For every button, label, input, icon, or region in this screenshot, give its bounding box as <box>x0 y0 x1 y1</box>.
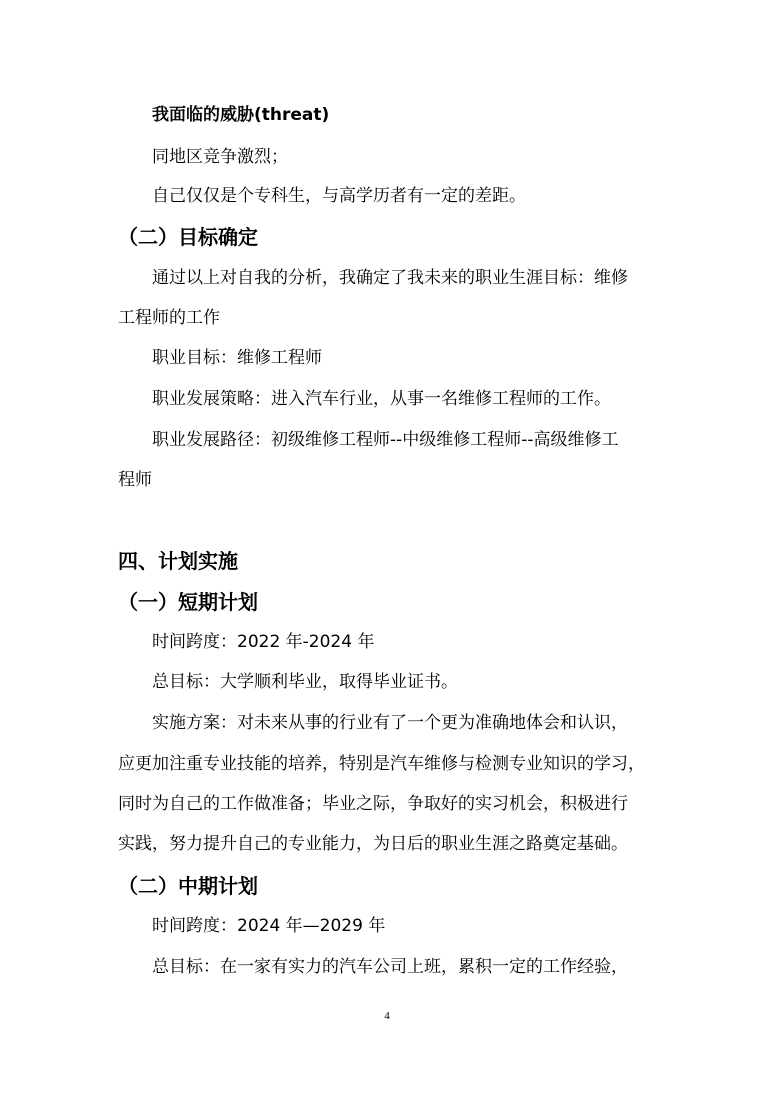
goal-intro-line: 通过以上对自我的分析，我确定了我未来的职业生涯目标：维修 <box>152 268 628 288</box>
career-path-line: 程师 <box>118 470 152 490</box>
plan-heading: 四、计划实施 <box>118 549 238 573</box>
short-term-plan-line: 应更加注重专业技能的培养，特别是汽车维修与检测专业知识的学习， <box>118 754 645 774</box>
mid-term-heading: （二）中期计划 <box>118 874 258 898</box>
short-term-plan-line: 实践，努力提升自己的专业能力，为日后的职业生涯之路奠定基础。 <box>118 834 628 854</box>
short-term-goal: 总目标：大学顺利毕业，取得毕业证书。 <box>152 672 458 692</box>
short-term-timespan: 时间跨度：2022 年-2024 年 <box>152 632 375 652</box>
threat-item: 自己仅仅是个专科生，与高学历者有一定的差距。 <box>152 186 526 206</box>
page-number: 4 <box>384 1010 390 1022</box>
threat-item: 同地区竞争激烈； <box>152 147 288 167</box>
career-path-line: 职业发展路径：初级维修工程师--中级维修工程师--高级维修工 <box>152 430 619 450</box>
career-goal-text: 职业目标：维修工程师 <box>152 348 322 368</box>
threat-heading: 我面临的威胁(threat) <box>152 105 330 125</box>
goal-heading: （二）目标确定 <box>118 225 258 249</box>
goal-intro-line: 工程师的工作 <box>118 308 220 328</box>
short-term-heading: （一）短期计划 <box>118 590 258 614</box>
short-term-plan-line: 实施方案：对未来从事的行业有了一个更为准确地体会和认识， <box>152 713 628 733</box>
mid-term-goal: 总目标：在一家有实力的汽车公司上班，累积一定的工作经验， <box>152 957 628 977</box>
career-strategy-text: 职业发展策略：进入汽车行业，从事一名维修工程师的工作。 <box>152 389 611 409</box>
mid-term-timespan: 时间跨度：2024 年—2029 年 <box>152 916 386 936</box>
short-term-plan-line: 同时为自己的工作做准备；毕业之际，争取好的实习机会，积极进行 <box>118 794 628 814</box>
